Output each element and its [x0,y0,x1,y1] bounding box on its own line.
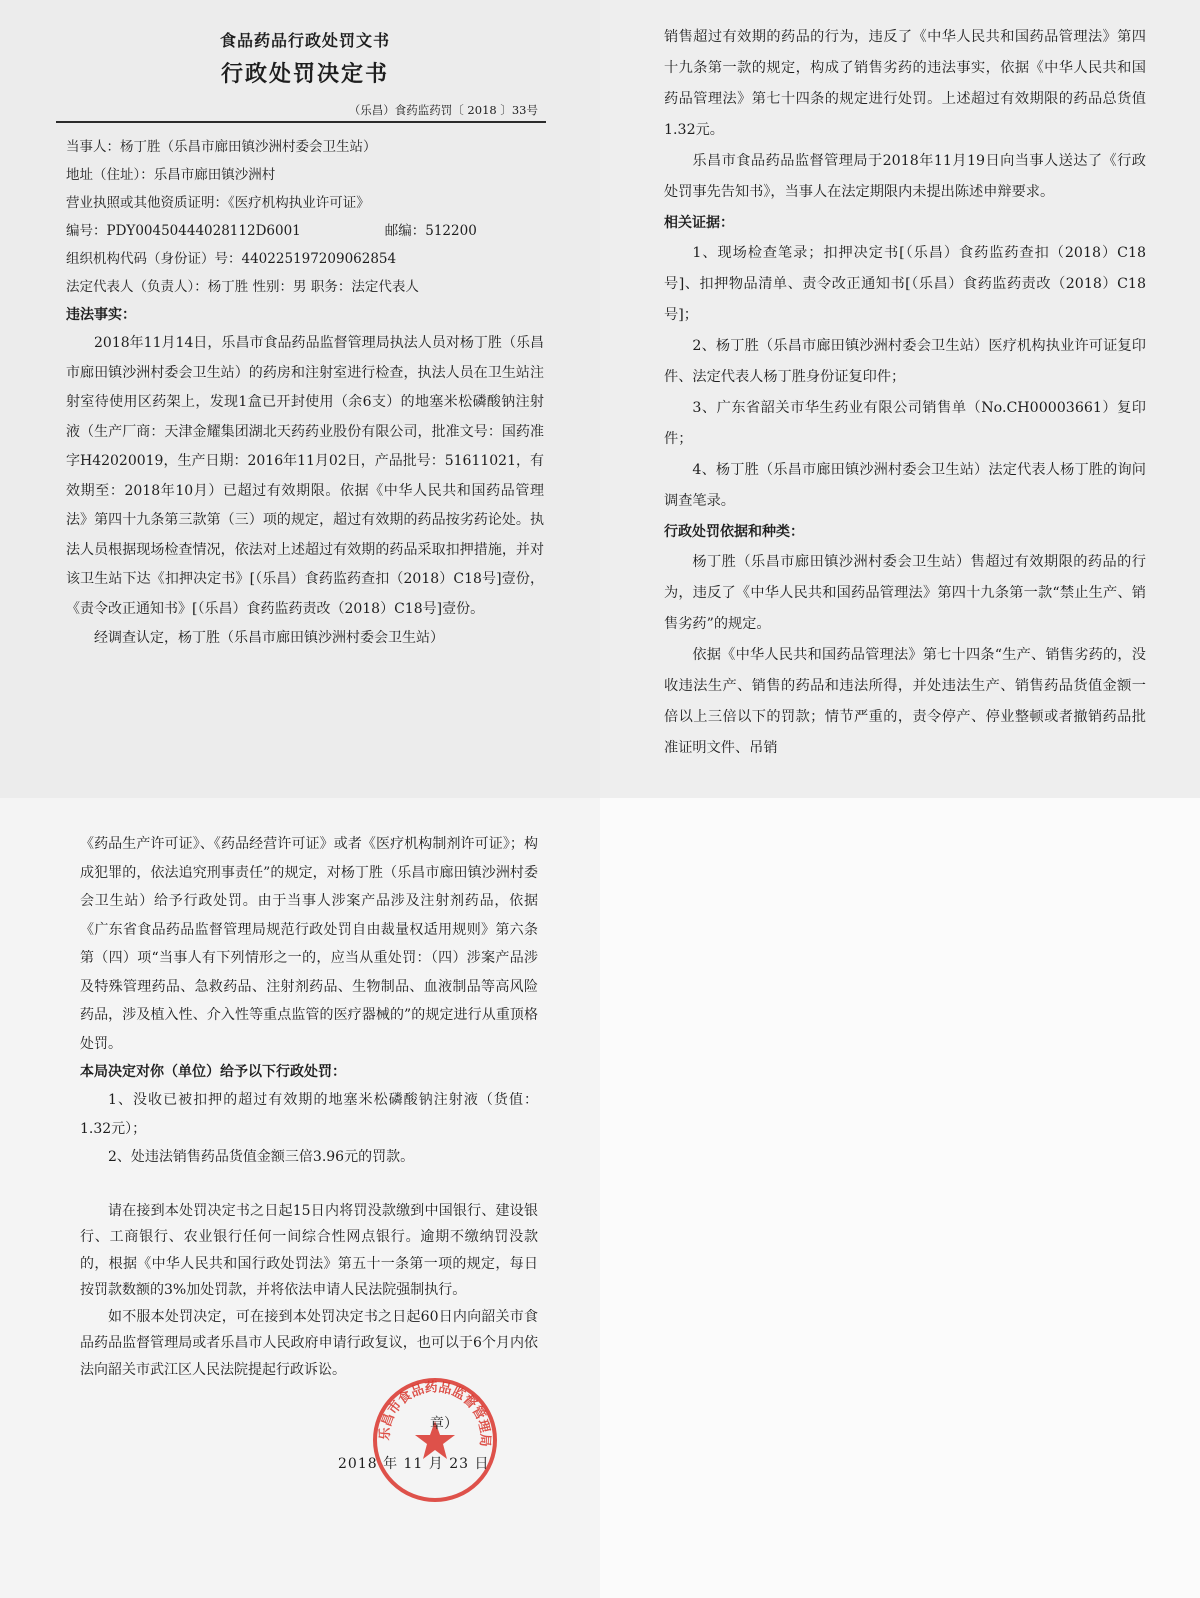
official-seal-icon [368,1373,502,1507]
decision-item: 1、没收已被扣押的超过有效期的地塞米松磷酸钠注射液（货值：1.32元）； [80,1092,538,1137]
license-code: 编号：PDY00450444028112D6001 [66,223,301,239]
seal-text: 乐昌市食品药品监督管理局 [377,1380,493,1448]
legal-rep-line: 法定代表人（负责人）：杨丁胜 性别：男 职务：法定代表人 [66,279,419,295]
evidence-item: 2、杨丁胜（乐昌市廊田镇沙洲村委会卫生站）医疗机构执业许可证复印件、法定代表人杨丁胜身份证复印件； [664,338,1146,385]
document-page-1 [0,0,600,798]
license-line: 营业执照或其他资质证明：《医疗机构执业许可证》 [66,195,370,211]
evidence-item: 3、广东省韶关市华生药业有限公司销售单（No.CH00003661）复印件； [664,400,1146,447]
seal-label: 章） [430,1416,458,1432]
code-line [66,217,544,245]
facts-paragraph: 2018年11月14日，乐昌市食品药品监督管理局执法人员对杨丁胜（乐昌市廊田镇沙洲村委会卫生站）的药房和注射室进行检查，执法人员在卫生站注射室待使用区药架上，发现1盒已开封使用（余6支）的地塞米松磷酸钠注射液（生产厂商：天津金耀集团湖北天药药业股份有限公司，批准文号：国药准字H42020019，生产日期：2016年11月02日，产品批号：51611021，有效期至：2018年10月）已超过有效期限。依据《中华人民共和国药品管理法》第四十九条第三款第（三）项的规定，超过有效期的药品按劣药论处。执法人员根据现场检查情况，依法对上述超过有效期的药品采取扣押措施，并对该卫生站下达《扣押决定书》[（乐昌）食药监药查扣（2018）C18号]壹份，《责令改正通知书》[（乐昌）食药监药责改（2018）C18号]壹份。 [66,335,544,617]
document-header: 食品药品行政处罚文书 [219,31,390,50]
decision-item: 2、处违法销售药品货值金额三倍3.96元的罚款。 [108,1149,415,1165]
basis-paragraph: 依据《中华人民共和国药品管理法》第七十四条“生产、销售劣药的，没收违法生产、销售的药品和违法所得，并处违法生产、销售药品货值金额一倍以上三倍以下的罚款；情节严重的，责令停产、停业整顿或者撤销药品批准证明文件、吊销 [664,647,1146,756]
facts-heading: 违法事实： [66,307,136,323]
evidence-item: 1、现场检查笔录；扣押决定书[（乐昌）食药监药查扣（2018）C18号]、扣押物品清单、责令改正通知书[（乐昌）食药监药责改（2018）C18号]； [664,245,1146,323]
finding-paragraph: 经调查认定，杨丁胜（乐昌市廊田镇沙洲村委会卫生站） [94,630,444,646]
signature-block [80,1380,538,1511]
blank-page [600,798,1200,1598]
document-page-2 [600,0,1200,798]
document-number: （乐昌）食药监药罚〔 2018 〕33号 [348,103,538,117]
continued-paragraph: 《药品生产许可证》、《药品经营许可证》或者《医疗机构制剂许可证》；构成犯罪的，依法追究刑事责任”的规定，对杨丁胜（乐昌市廊田镇沙洲村委会卫生站）给予行政处罚。由于当事人涉案产品涉及注射剂药品，依据《广东省食品药品监督管理局规范行政处罚自由裁量权适用规则》第六条第（四）项“当事人有下列情形之一的，应当从重处罚：（四）涉案产品涉及特殊管理药品、急救药品、注射剂药品、生物制品、血液制品等高风险药品，涉及植入性、介入性等重点监管的医疗器械的”的规定进行从重顶格处罚。 [80,836,538,1052]
party-line: 当事人：杨丁胜（乐昌市廊田镇沙洲村委会卫生站） [66,139,377,155]
document-title: 行政处罚决定书 [220,61,389,87]
decision-date: 2018 年 11 月 23 日 [338,1456,490,1472]
address-line: 地址（住址）：乐昌市廊田镇沙洲村 [66,167,276,183]
postcode: 邮编：512200 [384,223,477,239]
evidence-heading: 相关证据： [664,215,734,231]
basis-heading: 行政处罚依据和种类： [664,524,804,540]
notice-paragraph: 乐昌市食品药品监督管理局于2018年11月19日向当事人送达了《行政处罚事先告知书》，当事人在法定期限内未提出陈述申辩要求。 [664,153,1146,200]
appeal-notice: 如不服本处罚决定，可在接到本处罚决定书之日起60日内向韶关市食品药品监督管理局或者乐昌市人民政府申请行政复议，也可以于6个月内依法向韶关市武江区人民法院提起行政诉讼。 [80,1308,538,1378]
evidence-item: 4、杨丁胜（乐昌市廊田镇沙洲村委会卫生站）法定代表人杨丁胜的询问调查笔录。 [664,462,1146,509]
violation-paragraph: 销售超过有效期的药品的行为，违反了《中华人民共和国药品管理法》第四十九条第一款的规定，构成了销售劣药的违法事实，依据《中华人民共和国药品管理法》第七十四条的规定进行处罚。上述超过有效期限的药品总货值1.32元。 [664,29,1146,138]
header-divider [56,121,546,123]
org-code-line: 组织机构代码（身份证）号：440225197209062854 [66,251,397,267]
decision-heading: 本局决定对你（单位）给予以下行政处罚： [80,1064,346,1080]
basis-paragraph: 杨丁胜（乐昌市廊田镇沙洲村委会卫生站）售超过有效期限的药品的行为，违反了《中华人民共和国药品管理法》第四十九条第一款“禁止生产、销售劣药”的规定。 [664,554,1146,632]
document-page-3 [0,798,600,1598]
payment-notice: 请在接到本处罚决定书之日起15日内将罚没款缴到中国银行、建设银行、工商银行、农业银行任何一间综合性网点银行。逾期不缴纳罚没款的，根据《中华人民共和国行政处罚法》第五十一条第一项的规定，每日按罚款数额的3%加处罚款，并将依法申请人民法院强制执行。 [80,1202,538,1298]
